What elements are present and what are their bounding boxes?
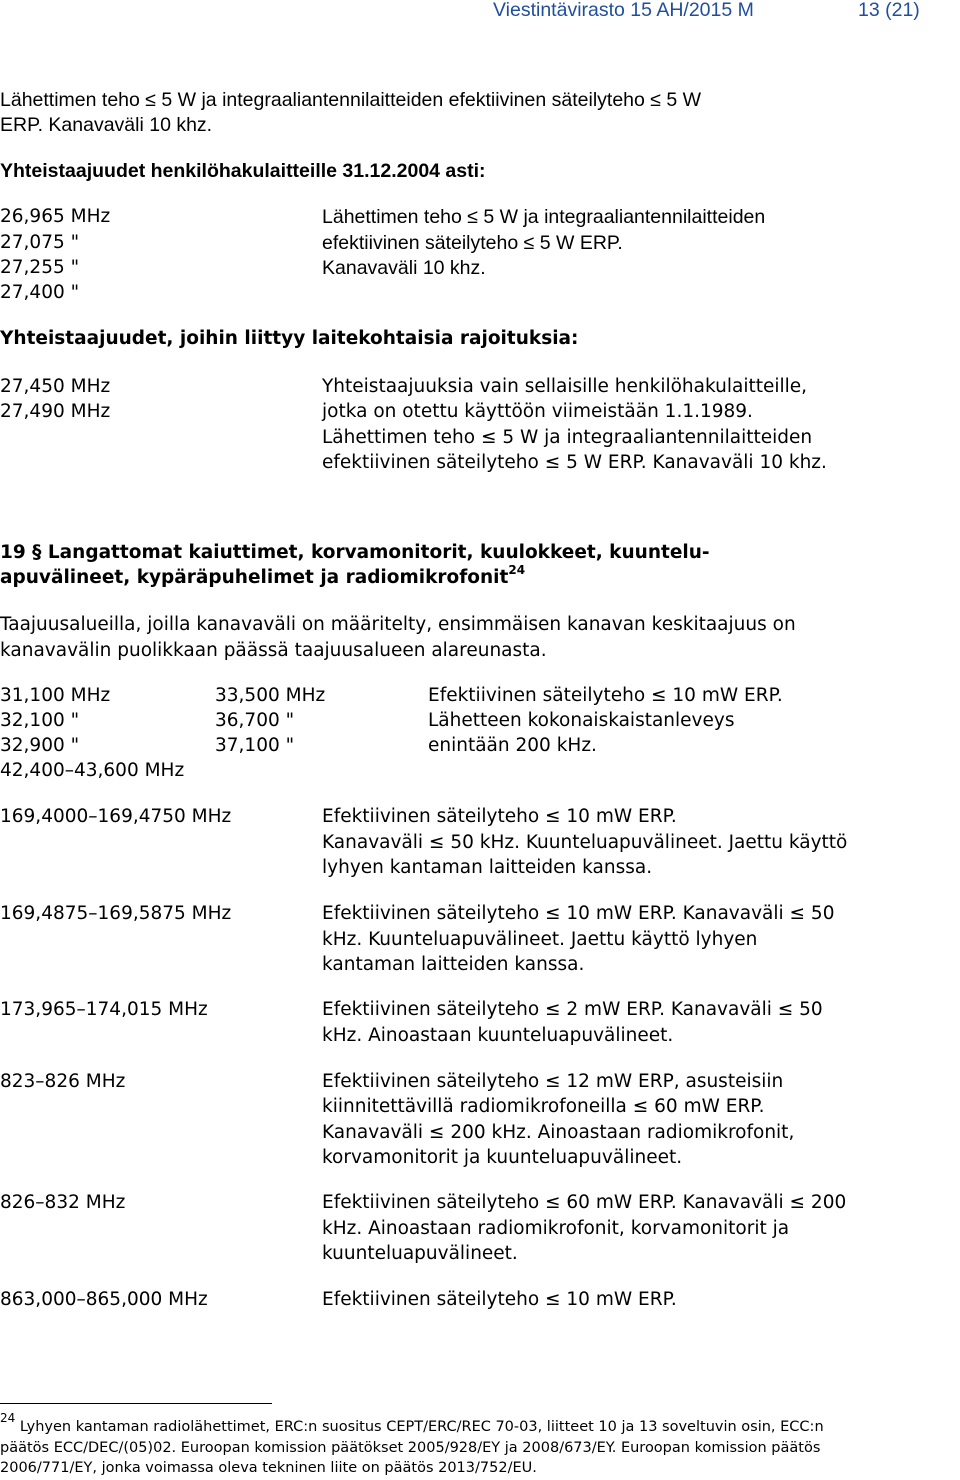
footnote-number: 24 bbox=[0, 1411, 16, 1425]
shared-freq: 27,490 MHz bbox=[0, 401, 111, 422]
shared-desc: efektiivinen säteilyteho ≤ 5 W ERP. Kanavaväli 10 khz. bbox=[322, 452, 827, 473]
table-conditions: enintään 200 kHz. bbox=[428, 735, 597, 756]
entry-condition-line: Efektiivinen säteilyteho ≤ 10 mW ERP. bbox=[322, 806, 677, 827]
entry-frequency: 826–832 MHz bbox=[0, 1192, 126, 1213]
table-conditions: Lähetteen kokonaiskaistanleveys bbox=[428, 710, 735, 731]
entry-condition-line: Efektiivinen säteilyteho ≤ 12 mW ERP, asusteisiin bbox=[322, 1071, 784, 1092]
table-freq-from: 31,100 MHz bbox=[0, 685, 111, 706]
personal-desc: Lähettimen teho ≤ 5 W ja integraaliantennilaitteiden bbox=[322, 206, 766, 228]
section-title-line-2: apuvälineet, kypäräpuhelimet ja radiomikrofonit bbox=[0, 567, 509, 588]
header-page-number: 13 (21) bbox=[858, 0, 920, 21]
footnote-reference: 24 bbox=[508, 563, 526, 577]
entry-condition-line: kantaman laitteiden kanssa. bbox=[322, 954, 585, 975]
section-title-line-1: Langattomat kaiuttimet, korvamonitorit, kuulokkeet, kuuntelu- bbox=[47, 542, 710, 563]
intro-line-1: Lähettimen teho ≤ 5 W ja integraaliantennilaitteiden efektiivinen säteilyteho ≤ 5 W bbox=[0, 89, 702, 111]
shared-desc: Yhteistaajuuksia vain sellaisille henkilöhakulaitteille, bbox=[322, 376, 808, 397]
entry-condition-line: kuunteluapuvälineet. bbox=[322, 1243, 518, 1264]
table-freq-to: 33,500 MHz bbox=[215, 685, 326, 706]
header-publication: Viestintävirasto 15 AH/2015 M bbox=[493, 0, 754, 21]
entry-condition-line: lyhyen kantaman laitteiden kanssa. bbox=[322, 857, 653, 878]
personal-desc: efektiivinen säteilyteho ≤ 5 W ERP. bbox=[322, 232, 623, 254]
entry-condition-line: Efektiivinen säteilyteho ≤ 10 mW ERP. bbox=[322, 1289, 677, 1310]
entry-condition-line: kiinnitettävillä radiomikrofoneilla ≤ 60 mW ERP. bbox=[322, 1096, 765, 1117]
table-freq-from: 32,100 " bbox=[0, 710, 80, 731]
entry-condition-line: kHz. Ainoastaan radiomikrofonit, korvamonitorit ja bbox=[322, 1218, 790, 1239]
section-19-paragraph-line-2: kanavavälin puolikkaan päässä taajuusalueen alareunasta. bbox=[0, 640, 547, 661]
footnote-separator bbox=[0, 1403, 272, 1404]
table-freq-range: 42,400–43,600 MHz bbox=[0, 760, 185, 781]
personal-freq: 27,400 " bbox=[0, 282, 80, 303]
personal-freq: 26,965 MHz bbox=[0, 206, 111, 227]
table-freq-to: 36,700 " bbox=[215, 710, 295, 731]
entry-condition-line: Efektiivinen säteilyteho ≤ 2 mW ERP. Kanavaväli ≤ 50 bbox=[322, 999, 823, 1020]
section-19-heading bbox=[0, 542, 710, 563]
entry-frequency: 169,4875–169,5875 MHz bbox=[0, 903, 232, 924]
footnote-line-2: päätös ECC/DEC/(05)02. Euroopan komission päätökset 2005/928/EY ja 2008/673/EY. Euroopan komission päätös bbox=[0, 1440, 821, 1456]
section-19-paragraph-line-1: Taajuusalueilla, joilla kanavaväli on määritelty, ensimmäisen kanavan keskitaajuus on bbox=[0, 614, 796, 635]
entry-condition-line: kHz. Kuunteluapuvälineet. Jaettu käyttö lyhyen bbox=[322, 929, 758, 950]
personal-freq: 27,075 " bbox=[0, 232, 80, 253]
entry-condition-line: korvamonitorit ja kuunteluapuvälineet. bbox=[322, 1147, 683, 1168]
entry-condition-line: Kanavaväli ≤ 50 kHz. Kuunteluapuvälineet. Jaettu käyttö bbox=[322, 832, 848, 853]
entry-frequency: 823–826 MHz bbox=[0, 1071, 126, 1092]
section-19-heading-line-2 bbox=[0, 563, 526, 588]
entry-frequency: 173,965–174,015 MHz bbox=[0, 999, 208, 1020]
entry-condition-line: Efektiivinen säteilyteho ≤ 10 mW ERP. Kanavaväli ≤ 50 bbox=[322, 903, 835, 924]
footnote-text: Lyhyen kantaman radiolähettimet, ERC:n suositus CEPT/ERC/REC 70-03, liitteet 10 ja 13 soveltuvin osin, ECC:n bbox=[19, 1419, 824, 1435]
table-freq-to: 37,100 " bbox=[215, 735, 295, 756]
shared-freq: 27,450 MHz bbox=[0, 376, 111, 397]
entry-condition-line: Kanavaväli ≤ 200 kHz. Ainoastaan radiomikrofonit, bbox=[322, 1122, 795, 1143]
footnote-line-3: 2006/771/EY, jonka voimassa oleva tekninen liite on päätös 2013/752/EU. bbox=[0, 1460, 537, 1476]
shared-frequencies-heading: Yhteistaajuudet, joihin liittyy laitekohtaisia rajoituksia: bbox=[0, 328, 579, 349]
entry-frequency: 863,000–865,000 MHz bbox=[0, 1289, 208, 1310]
personal-desc: Kanavaväli 10 khz. bbox=[322, 257, 486, 279]
entry-condition-line: kHz. Ainoastaan kuunteluapuvälineet. bbox=[322, 1025, 674, 1046]
personal-pager-heading: Yhteistaajuudet henkilöhakulaitteille 31.12.2004 asti: bbox=[0, 160, 486, 182]
intro-line-2: ERP. Kanavaväli 10 khz. bbox=[0, 114, 213, 136]
table-conditions: Efektiivinen säteilyteho ≤ 10 mW ERP. bbox=[428, 685, 783, 706]
section-number: 19 § bbox=[0, 542, 42, 563]
footnote-line-1 bbox=[0, 1411, 824, 1435]
shared-desc: Lähettimen teho ≤ 5 W ja integraaliantennilaitteiden bbox=[322, 427, 813, 448]
personal-freq: 27,255 " bbox=[0, 257, 80, 278]
entry-condition-line: Efektiivinen säteilyteho ≤ 60 mW ERP. Kanavaväli ≤ 200 bbox=[322, 1192, 847, 1213]
shared-desc: jotka on otettu käyttöön viimeistään 1.1.1989. bbox=[322, 401, 753, 422]
table-freq-from: 32,900 " bbox=[0, 735, 80, 756]
entry-frequency: 169,4000–169,4750 MHz bbox=[0, 806, 232, 827]
